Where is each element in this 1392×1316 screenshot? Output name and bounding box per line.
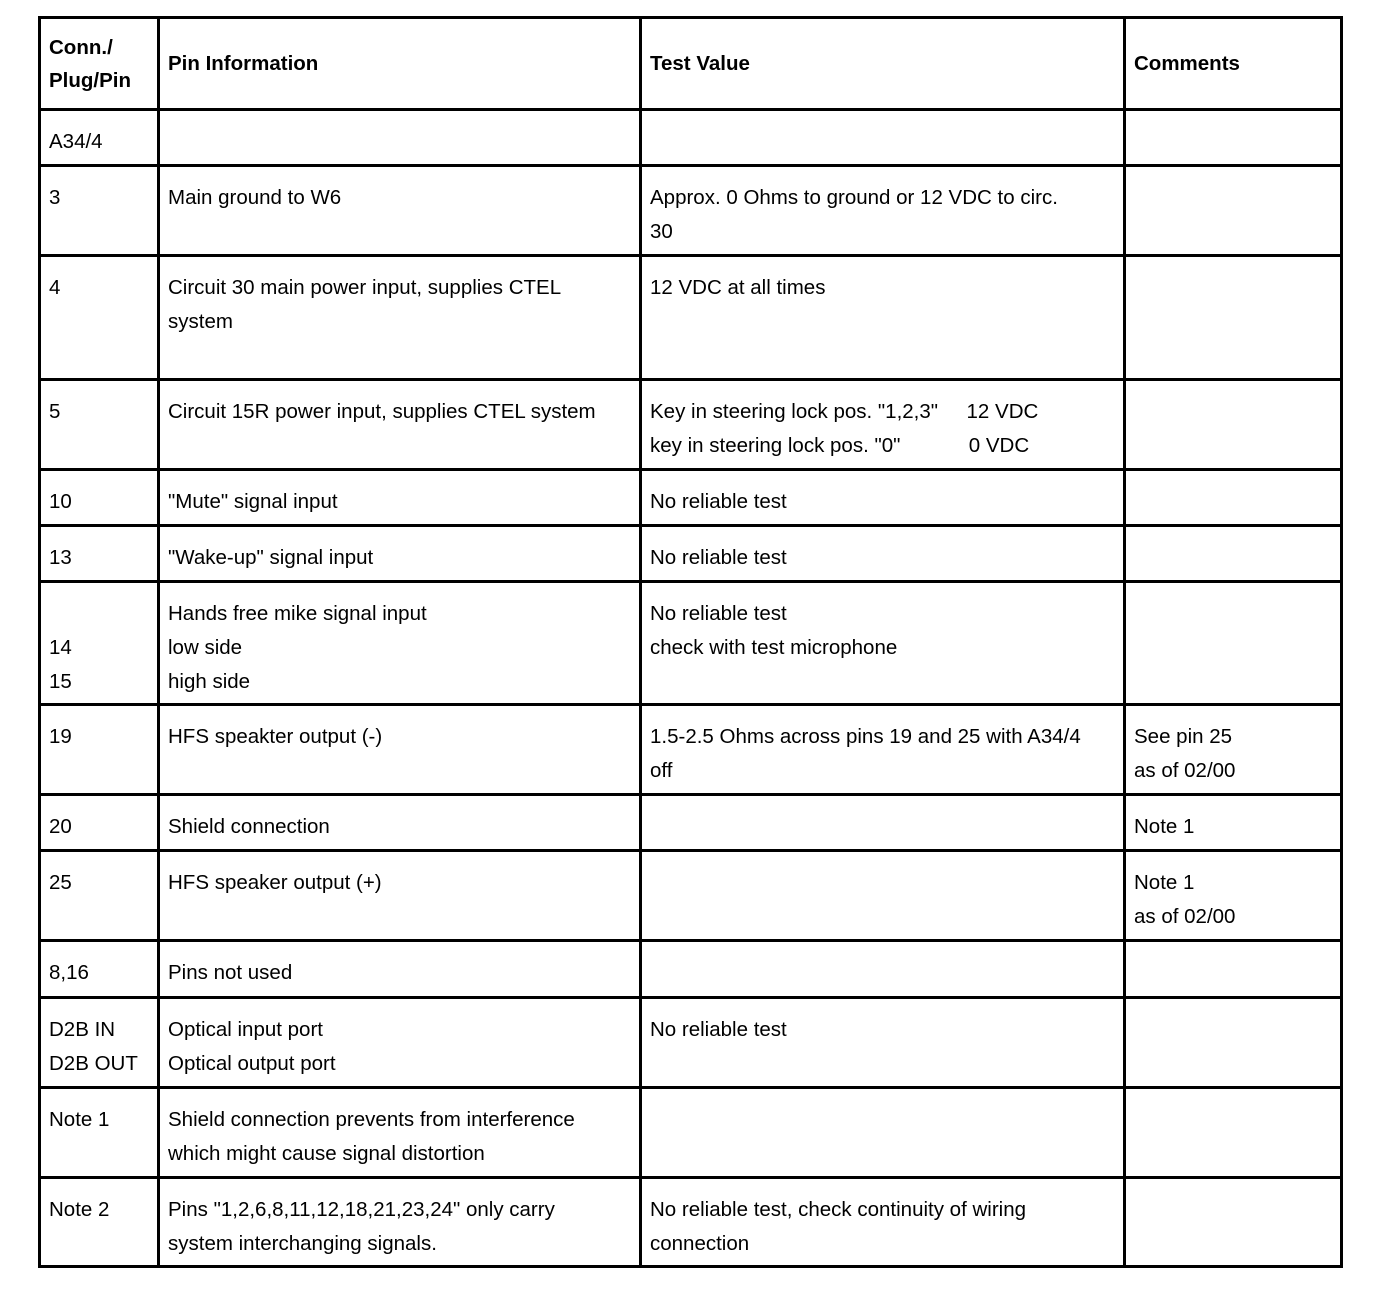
cell-pin-info: [159, 1178, 641, 1267]
cell-pin-info: [159, 110, 641, 166]
cell-pin-info-line: Optical output port: [168, 1052, 336, 1075]
cell-comments: [1125, 256, 1342, 380]
cell-pin-info: [159, 166, 641, 256]
cell-comments: [1125, 998, 1342, 1088]
cell-test-value-line: No reliable test: [650, 490, 787, 513]
cell-test-value-line: off: [650, 759, 673, 782]
cell-pin: [40, 526, 159, 582]
cell-pin-line: 25: [49, 871, 72, 894]
cell-comments-line: Note 1: [1134, 871, 1195, 894]
cell-pin: [40, 166, 159, 256]
cell-pin-info-line: high side: [168, 670, 251, 693]
table-row: [40, 582, 1342, 705]
cell-pin: [40, 1088, 159, 1178]
cell-test-value: [641, 526, 1125, 582]
cell-test-value: [641, 470, 1125, 526]
cell-test-value: [641, 1088, 1125, 1178]
cell-pin-info-line: HFS speakter output (-): [168, 725, 383, 748]
table-row: [40, 705, 1342, 795]
cell-test-value: [641, 998, 1125, 1088]
cell-comments: [1125, 526, 1342, 582]
cell-test-value-line: connection: [650, 1232, 750, 1255]
cell-pin-line: 4: [49, 276, 61, 299]
cell-comments-line: as of 02/00: [1134, 759, 1236, 782]
header-comments: Comments: [1125, 18, 1342, 110]
cell-pin-info-line: Optical input port: [168, 1018, 323, 1041]
cell-pin-info-line: "Mute" signal input: [168, 490, 338, 513]
cell-comments: [1125, 166, 1342, 256]
cell-test-value-line: key in steering lock pos. "0" 0 VDC: [650, 434, 1030, 457]
cell-test-value-line: 12 VDC at all times: [650, 276, 826, 299]
cell-pin-info-line: Pins not used: [168, 961, 293, 984]
cell-comments-line: See pin 25: [1134, 725, 1233, 748]
cell-pin-line: D2B OUT: [49, 1052, 138, 1075]
cell-pin-line: 10: [49, 490, 72, 513]
table-row: [40, 1178, 1342, 1267]
cell-pin-info: [159, 256, 641, 380]
cell-test-value-line: check with test microphone: [650, 636, 898, 659]
cell-pin: [40, 1178, 159, 1267]
table-row: [40, 851, 1342, 941]
cell-pin: [40, 470, 159, 526]
cell-test-value-line: No reliable test, check continuity of wiring: [650, 1198, 1027, 1221]
cell-comments-line: as of 02/00: [1134, 905, 1236, 928]
cell-pin-info-line: Circuit 15R power input, supplies CTEL system: [168, 400, 596, 423]
cell-test-value: [641, 941, 1125, 998]
table-row: [40, 795, 1342, 851]
cell-pin-line: 8,16: [49, 961, 89, 984]
header-conn: Conn./ Plug/Pin: [40, 18, 159, 110]
header-pin-info: Pin Information: [159, 18, 641, 110]
cell-pin: [40, 998, 159, 1088]
cell-pin-info: [159, 705, 641, 795]
cell-pin-line: 5: [49, 400, 61, 423]
cell-pin: [40, 256, 159, 380]
cell-pin-line: 15: [49, 670, 72, 693]
cell-pin-info: [159, 582, 641, 705]
cell-comments: [1125, 1178, 1342, 1267]
cell-pin: [40, 795, 159, 851]
table-body: [40, 110, 1342, 1267]
cell-comments: [1125, 470, 1342, 526]
cell-comments: [1125, 1088, 1342, 1178]
cell-pin-info-line: Shield connection: [168, 815, 330, 838]
cell-pin-info: [159, 1088, 641, 1178]
cell-comments: [1125, 851, 1342, 941]
cell-pin-line: [49, 597, 149, 631]
cell-test-value: [641, 380, 1125, 470]
cell-test-value: [641, 110, 1125, 166]
cell-pin-info-line: Circuit 30 main power input, supplies CTEL: [168, 276, 562, 299]
cell-pin: [40, 110, 159, 166]
cell-test-value-line: 1.5-2.5 Ohms across pins 19 and 25 with A34/4: [650, 725, 1081, 748]
cell-pin-info-line: Hands free mike signal input: [168, 602, 427, 625]
cell-pin-line: Note 2: [49, 1198, 110, 1221]
cell-test-value: [641, 705, 1125, 795]
table-row: [40, 1088, 1342, 1178]
cell-pin: [40, 705, 159, 795]
cell-test-value: [641, 166, 1125, 256]
cell-pin-info: [159, 941, 641, 998]
cell-pin-info-line: system: [168, 310, 233, 333]
cell-comments: [1125, 705, 1342, 795]
cell-pin-info-line: Pins "1,2,6,8,11,12,18,21,23,24" only carry: [168, 1198, 555, 1221]
cell-pin-info-line: Main ground to W6: [168, 186, 342, 209]
table-row: [40, 526, 1342, 582]
cell-comments: [1125, 941, 1342, 998]
cell-pin-info-line: Shield connection prevents from interference: [168, 1108, 575, 1131]
cell-pin-info: [159, 526, 641, 582]
header-row: [40, 18, 1342, 110]
cell-pin-info-line: which might cause signal distortion: [168, 1142, 485, 1165]
cell-pin-line: 19: [49, 725, 72, 748]
cell-test-value-line: No reliable test: [650, 546, 787, 569]
cell-pin: [40, 851, 159, 941]
cell-comments: [1125, 582, 1342, 705]
pin-table: [38, 16, 1343, 1268]
cell-comments: [1125, 110, 1342, 166]
header-test-value: Test Value: [641, 18, 1125, 110]
cell-test-value-line: 30: [650, 220, 673, 243]
cell-pin-info-line: HFS speaker output (+): [168, 871, 382, 894]
table-row: [40, 110, 1342, 166]
cell-test-value-line: Approx. 0 Ohms to ground or 12 VDC to circ.: [650, 186, 1058, 209]
cell-test-value: [641, 795, 1125, 851]
cell-pin-line: 14: [49, 636, 72, 659]
cell-pin-info: [159, 380, 641, 470]
table-row: [40, 166, 1342, 256]
cell-pin-line: A34/4: [49, 130, 103, 153]
cell-pin-info: [159, 851, 641, 941]
cell-pin-info-line: system interchanging signals.: [168, 1232, 437, 1255]
table-row: [40, 256, 1342, 380]
cell-test-value-line: Key in steering lock pos. "1,2,3" 12 VDC: [650, 400, 1039, 423]
cell-pin-line: Note 1: [49, 1108, 110, 1131]
cell-pin-line: 13: [49, 546, 72, 569]
cell-pin-line: D2B IN: [49, 1018, 116, 1041]
cell-comments: [1125, 380, 1342, 470]
cell-test-value: [641, 256, 1125, 380]
cell-pin-line: 20: [49, 815, 72, 838]
table-row: [40, 470, 1342, 526]
cell-pin-info: [159, 795, 641, 851]
cell-pin-line: 3: [49, 186, 61, 209]
cell-pin: [40, 582, 159, 705]
table-row: [40, 998, 1342, 1088]
cell-comments: [1125, 795, 1342, 851]
cell-pin-info: [159, 998, 641, 1088]
cell-pin: [40, 941, 159, 998]
cell-pin-info-line: "Wake-up" signal input: [168, 546, 374, 569]
cell-pin-info: [159, 470, 641, 526]
cell-test-value: [641, 851, 1125, 941]
cell-pin: [40, 380, 159, 470]
cell-test-value: [641, 582, 1125, 705]
table-row: [40, 941, 1342, 998]
table-row: [40, 380, 1342, 470]
cell-comments-line: Note 1: [1134, 815, 1195, 838]
cell-test-value-line: No reliable test: [650, 602, 787, 625]
cell-pin-info-line: low side: [168, 636, 243, 659]
cell-test-value: [641, 1178, 1125, 1267]
cell-test-value-line: No reliable test: [650, 1018, 787, 1041]
